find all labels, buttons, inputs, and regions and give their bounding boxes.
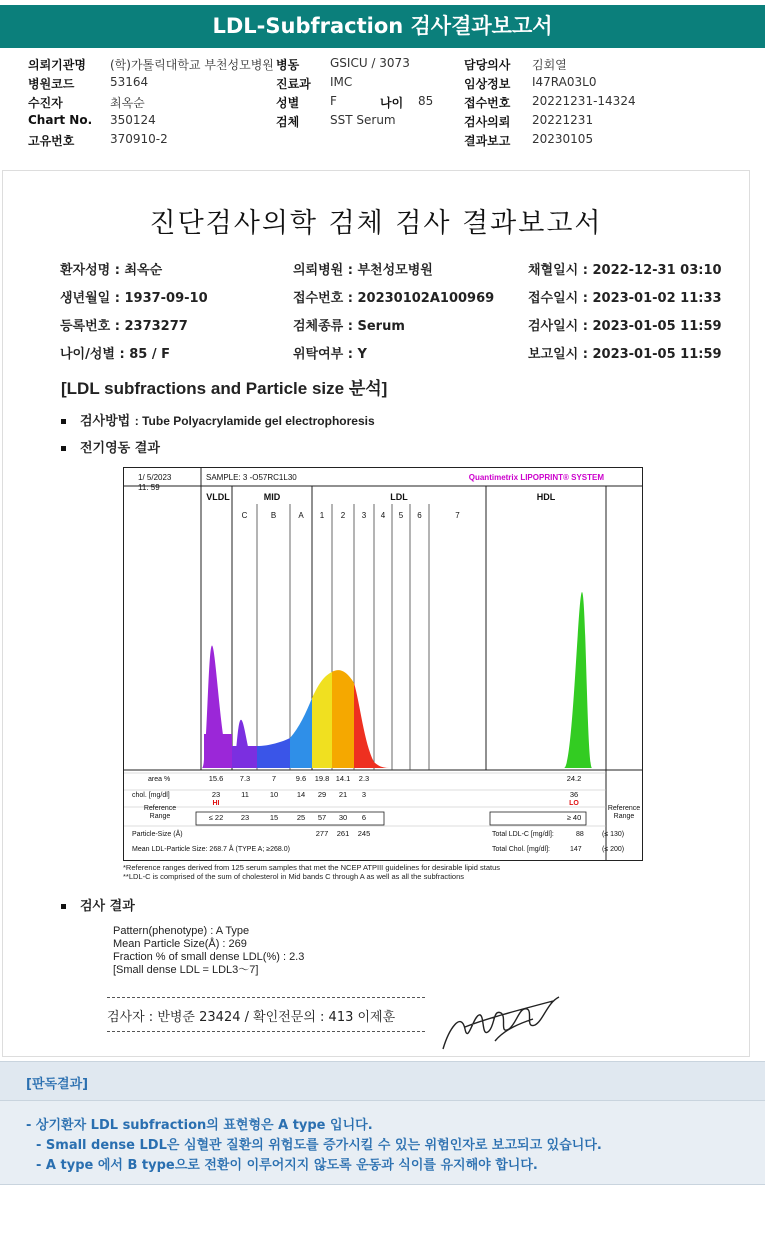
header-value: 김회열 [532, 58, 567, 72]
total-chol-label: Total Chol. [mg/dl]: [492, 846, 550, 853]
header-row [28, 132, 748, 151]
header-label: Chart No. [28, 113, 93, 127]
bullet-icon [61, 446, 66, 451]
size-value: 261 [336, 829, 350, 838]
band-label: C [241, 511, 248, 520]
total-ldl-value: 88 [576, 831, 584, 838]
interpretation-line: - A type 에서 B type으로 전환이 이루어지지 않도록 운동과 식이를 유지해야 합니다. [36, 1158, 538, 1173]
header-value: 370910-2 [110, 132, 168, 146]
header-label: 담당의사 [464, 58, 511, 72]
row-label-ref: Reference [143, 805, 177, 812]
area-value: 9.6 [295, 774, 307, 783]
area-value: 14.1 [335, 774, 351, 783]
band-a-area [290, 698, 312, 768]
chol-value: 14 [296, 790, 306, 799]
header-label: 임상정보 [464, 77, 511, 91]
patient-name: 환자성명 : 최옥순 [60, 263, 163, 278]
ldl1-area-a [312, 672, 332, 768]
received-datetime: 접수일시 : 2023-01-02 11:33 [528, 291, 722, 306]
group-label: LDL [390, 492, 408, 502]
flag-value: LO [569, 800, 579, 807]
header-label: 나이 [380, 96, 404, 110]
request-header [28, 56, 748, 151]
birth-date: 생년월일 : 1937-09-10 [60, 291, 208, 306]
area-value: 24.2 [566, 774, 582, 783]
result-label: 검사 결과 [80, 899, 135, 914]
header-label: 결과보고 [464, 134, 511, 148]
header-row [28, 75, 748, 94]
header-label: 병원코드 [28, 77, 75, 91]
group-label: VLDL [206, 492, 230, 502]
header-value: IMC [330, 75, 353, 89]
ldl2-area [332, 670, 354, 768]
test-datetime: 검사일시 : 2023-01-05 11:59 [528, 319, 722, 334]
chart-time: 11: 59 [138, 483, 160, 492]
header-label: 의뢰기관명 [28, 58, 86, 72]
row-label-chol: chol. [mg/dl] [132, 792, 170, 799]
chol-value: 3 [361, 790, 367, 799]
header-value: SST Serum [330, 113, 396, 127]
bullet-icon [61, 419, 66, 424]
size-value: 245 [357, 829, 371, 838]
total-ldl-ref: (≤ 130) [602, 831, 625, 838]
band-label: 5 [398, 511, 404, 520]
band-label: A [298, 511, 304, 520]
interpretation-title: [판독결과] [26, 1077, 89, 1092]
total-chol-value: 147 [570, 846, 582, 853]
ref-value: 6 [361, 813, 367, 822]
size-value: 277 [315, 829, 329, 838]
chol-value: 29 [317, 790, 327, 799]
lipoprint-svg [124, 468, 642, 860]
header-label: 검체 [276, 115, 300, 129]
header-value: 최옥순 [110, 96, 145, 110]
interpretation-line: - 상기환자 LDL subfraction의 표현형은 A type 입니다. [26, 1118, 373, 1133]
header-value: 350124 [110, 113, 156, 127]
area-value: 15.6 [208, 774, 224, 783]
handwritten-signature [435, 989, 565, 1059]
small-dense-line: Fraction % of small dense LDL(%) : 2.3 [113, 951, 305, 963]
document-title: 진단검사의학 검체 검사 결과보고서 [149, 208, 603, 239]
ref-range-box [196, 812, 384, 825]
method-value: : Tube Polyacrylamide gel electrophoresis [134, 414, 375, 428]
header-row [28, 94, 748, 113]
header-label: 접수번호 [464, 96, 511, 110]
chart-footnotes [123, 863, 500, 881]
ref-value: 57 [317, 813, 327, 822]
chol-value: 23 [211, 790, 221, 799]
chart-sample: SAMPLE: 3 -O57RC1L30 [206, 473, 297, 482]
accession-number: 접수번호 : 20230102A100969 [293, 291, 495, 306]
group-label: MID [263, 492, 281, 502]
header-value: 53164 [110, 75, 149, 89]
band-label: 1 [319, 511, 325, 520]
band-label: 7 [455, 511, 460, 520]
ref-side-label: Reference [607, 805, 641, 812]
ref-value: 23 [240, 813, 250, 822]
band-label: 2 [340, 511, 346, 520]
header-label: 수진자 [28, 96, 63, 110]
chart-system: Quantimetrix LIPOPRINT® SYSTEM [468, 473, 604, 482]
registration-number: 등록번호 : 2373277 [60, 319, 188, 334]
header-value: 20221231-14324 [532, 94, 636, 108]
area-value: 19.8 [314, 774, 330, 783]
header-row [28, 56, 748, 75]
chol-value: 21 [338, 790, 348, 799]
lipoprint-chart [123, 467, 643, 861]
chart-date: 1/ 5/2023 [138, 473, 172, 482]
bullet-icon [61, 904, 66, 909]
chol-value: 36 [569, 790, 579, 799]
footnote: **LDL-C is comprised of the sum of cholesterol in Mid bands C through A as well as all the subfractions [123, 872, 465, 881]
header-value: I47RA03L0 [532, 75, 597, 89]
row-label-ref2: Range [149, 813, 171, 820]
area-value: 2.3 [358, 774, 370, 783]
collection-datetime: 채혈일시 : 2022-12-31 03:10 [528, 263, 722, 278]
interpretation-header [0, 1062, 765, 1101]
band-label: 4 [380, 511, 386, 520]
report-title-bar: LDL-Subfraction 검사결과보고서 [0, 5, 765, 48]
ref-value: ≤ 22 [208, 813, 224, 822]
row-label-area: area % [148, 776, 171, 783]
phenotype-line: Pattern(phenotype) : A Type [113, 925, 250, 937]
report-document [2, 170, 750, 1057]
header-value: GSICU / 3073 [330, 56, 410, 70]
band-label: 6 [417, 511, 422, 520]
area-value: 7.3 [239, 774, 251, 783]
ref-value: ≥ 40 [566, 813, 582, 822]
total-chol-ref: (≤ 200) [602, 846, 625, 853]
band-label: B [270, 511, 277, 520]
small-dense-def-line: [Small dense LDL = LDL3～7] [113, 964, 259, 976]
total-ldl-label: Total LDL-C [mg/dl]: [492, 831, 554, 838]
ref-value: 25 [296, 813, 306, 822]
row-label-mean: Mean LDL-Particle Size: 268.7 Å (TYPE A; ≥268.0) [132, 846, 290, 853]
flag-value: HI [212, 800, 220, 807]
vldl-base [204, 734, 232, 768]
header-label: 고유번호 [28, 134, 75, 148]
chol-value: 10 [269, 790, 279, 799]
age-sex: 나이/성별 : 85 / F [60, 347, 171, 362]
footnote: *Reference ranges derived from 125 serum samples that met the NCEP ATPIII guidelines for desirable lipid status [123, 863, 500, 872]
electrophoresis-bullet [61, 437, 160, 456]
section-title: [LDL subfractions and Particle size 분석] [61, 379, 388, 398]
row-label-size: Particle-Size (Å) [132, 831, 183, 838]
header-label: 진료과 [276, 77, 311, 91]
interpretation-panel [0, 1061, 765, 1185]
header-value: 85 [418, 94, 434, 108]
electrophoresis-label: 전기영동 결과 [80, 441, 160, 456]
ldl3-area [354, 683, 392, 768]
header-label: 검사의뢰 [464, 115, 511, 129]
group-label: HDL [536, 492, 556, 502]
header-value: (학)가톨릭대학교 부천성모병원 [110, 58, 274, 72]
report-datetime: 보고일시 : 2023-01-05 11:59 [528, 347, 722, 362]
header-label: 병동 [276, 58, 300, 72]
ref-value: 15 [269, 813, 279, 822]
header-row [28, 113, 748, 132]
mean-size-line: Mean Particle Size(Å) : 269 [113, 938, 247, 950]
result-bullet [61, 895, 135, 914]
consignment: 위탁여부 : Y [293, 347, 367, 362]
method-bullet [61, 410, 375, 429]
band-c-base [232, 746, 257, 768]
header-value: 20221231 [532, 113, 594, 127]
signature-line: 검사자 : 반병준 23424 / 확인전문의 : 413 이제훈 [107, 997, 425, 1032]
result-summary [113, 925, 304, 977]
ref-value: 30 [338, 813, 348, 822]
hdl-peak [564, 592, 592, 768]
ref-side-label2: Range [613, 813, 635, 820]
header-label: 성별 [276, 96, 300, 110]
band-b-area [257, 738, 290, 768]
band-label: 3 [361, 511, 367, 520]
area-value: 7 [271, 774, 277, 783]
method-label: 검사방법 [80, 414, 131, 429]
header-value: 20230105 [532, 132, 594, 146]
requesting-hospital: 의뢰병원 : 부천성모병원 [293, 263, 433, 278]
specimen-type: 검체종류 : Serum [293, 319, 405, 334]
interpretation-line: - Small dense LDL은 심혈관 질환의 위험도를 증가시킬 수 있는 위험인자로 보고되고 있습니다. [36, 1138, 602, 1153]
chol-value: 11 [241, 790, 249, 799]
header-value: F [330, 94, 337, 108]
